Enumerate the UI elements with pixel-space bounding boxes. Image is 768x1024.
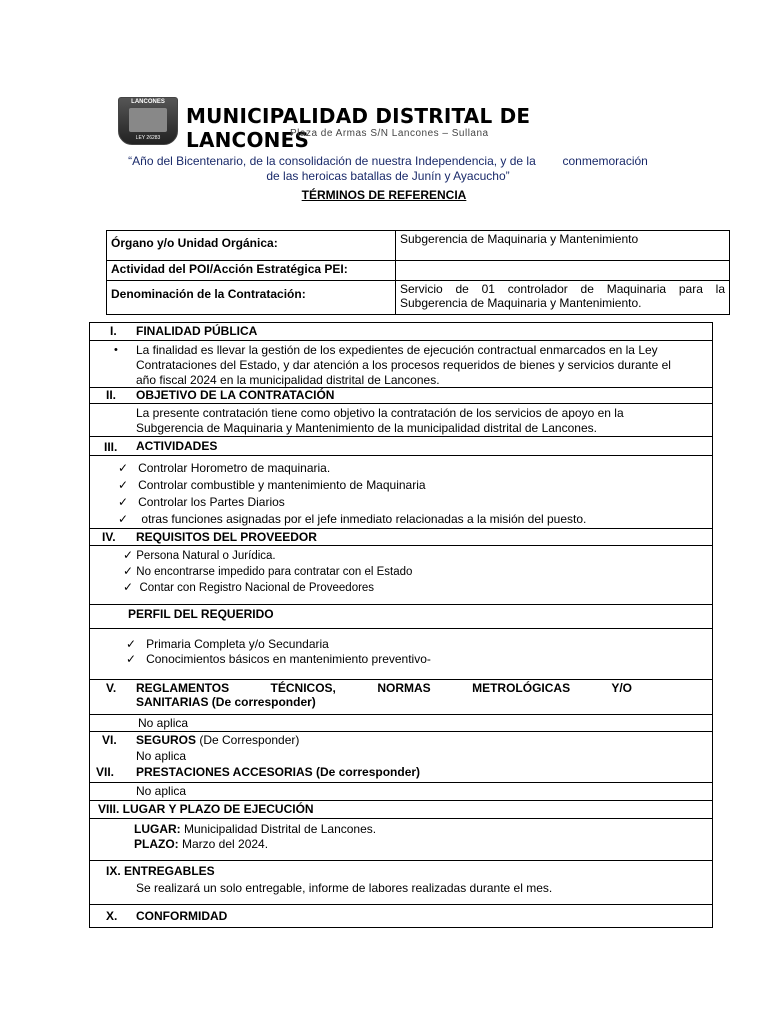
- section-ix-title: IX. ENTREGABLES: [106, 864, 215, 878]
- section-i-text: [136, 343, 671, 388]
- section-v-body: [90, 714, 712, 732]
- section-vi-title-bold: SEGUROS: [136, 733, 197, 747]
- denominacion-value-line1: Servicio de 01 controlador de Maquinaria para la: [400, 282, 725, 296]
- check-icon: ✓: [126, 652, 137, 666]
- section-vii-value: No aplica: [136, 784, 187, 798]
- section-x-number: X.: [106, 909, 118, 923]
- check-icon: ✓: [123, 580, 134, 594]
- section-ix-body: [90, 880, 712, 904]
- plazo-label: PLAZO:: [134, 837, 179, 851]
- requirement-item: ✓ No encontrarse impedido para contratar con el Estado: [123, 564, 413, 578]
- section-v-number: V.: [106, 681, 117, 695]
- section-vi-body: [90, 748, 712, 764]
- section-iv-number: IV.: [102, 530, 116, 544]
- page-title: MUNICIPALIDAD DISTRITAL DE LANCONES: [186, 104, 531, 152]
- section-x-title: CONFORMIDAD: [136, 909, 228, 923]
- perfil-header: [90, 604, 712, 629]
- check-icon: ✓: [123, 548, 134, 562]
- section-vi-title-suffix: (De Corresponder): [196, 733, 300, 747]
- plazo-line: [134, 837, 376, 852]
- lugar-label: LUGAR:: [134, 822, 181, 836]
- section-iv-header: [90, 528, 712, 546]
- section-iii-number: III.: [104, 440, 118, 454]
- section-v-title-line1: REGLAMENTOS TÉCNICOS, NORMAS METROLÓGICAS Y/O: [136, 681, 632, 695]
- logo-text: LANCONES: [131, 99, 165, 105]
- document-title: TÉRMINOS DE REFERENCIA: [301, 188, 467, 202]
- activity-item: ✓ Controlar los Partes Diarios: [118, 495, 285, 509]
- section-v-header: [90, 679, 712, 715]
- activity-item: ✓ Controlar combustible y mantenimiento de Maquinaria: [118, 478, 426, 492]
- year-motto-line2: de las heroicas batallas de Junín y Ayacucho”: [266, 169, 510, 183]
- sections-table: [89, 322, 713, 928]
- section-vi-number: VI.: [102, 733, 117, 747]
- plazo-value: Marzo del 2024.: [178, 837, 269, 851]
- logo-motto: LEY 26283: [135, 135, 161, 141]
- section-iv-body: [90, 545, 712, 605]
- actividad-label: Actividad del POI/Acción Estratégica PEI:: [107, 261, 396, 281]
- lugar-value: Municipalidad Distrital de Lancones.: [180, 822, 377, 836]
- check-icon: ✓: [118, 512, 129, 526]
- section-i-line2: Contrataciones del Estado, y dar atención a los procesos requeridos de bienes y servicios durante el: [136, 358, 671, 372]
- section-ii-title: OBJETIVO DE LA CONTRATACIÓN: [136, 388, 335, 402]
- section-ix-header: [90, 860, 712, 881]
- section-i-header: [90, 323, 712, 340]
- section-vii-header: [90, 764, 712, 782]
- requirement-item: ✓ Contar con Registro Nacional de Proveedores: [123, 580, 375, 594]
- activities-list: [118, 460, 586, 528]
- section-iv-title: REQUISITOS DEL PROVEEDOR: [136, 530, 317, 544]
- section-viii-header: [90, 800, 712, 819]
- perfil-title: PERFIL DEL REQUERIDO: [128, 607, 274, 621]
- section-iii-body: [90, 455, 712, 526]
- perfil-item: ✓ Conocimientos básicos en mantenimiento preventivo-: [126, 652, 431, 666]
- section-ix-value: Se realizará un solo entregable, informe de labores realizadas durante el mes.: [136, 881, 553, 895]
- activity-item: ✓ otras funciones asignadas por el jefe inmediato relacionadas a la misión del puesto.: [118, 512, 587, 526]
- section-iii-header: [90, 436, 712, 456]
- section-v-title-line2: SANITARIAS (De corresponder): [136, 695, 316, 709]
- section-vii-body: [90, 782, 712, 801]
- section-v-value: No aplica: [138, 716, 189, 730]
- section-i-line3: año fiscal 2024 en la municipalidad distrital de Lancones.: [136, 373, 440, 387]
- perfil-item: ✓ Primaria Completa y/o Secundaria: [126, 637, 329, 651]
- municipal-logo: [118, 97, 178, 145]
- section-viii-details: [134, 822, 376, 852]
- address-line: Plaza de Armas S/N Lancones – Sullana: [290, 128, 489, 139]
- section-i-body: [90, 340, 712, 388]
- section-ii-text: [136, 406, 624, 436]
- requirement-item: ✓ Persona Natural o Jurídica.: [123, 548, 276, 562]
- perfil-body: [90, 628, 712, 680]
- denominacion-label: Denominación de la Contratación:: [107, 281, 396, 315]
- organo-label: Órgano y/o Unidad Orgánica:: [107, 231, 396, 261]
- year-motto-line1: “Año del Bicentenario, de la consolidación de nuestra Independencia, y de la: [128, 154, 536, 168]
- year-motto: [108, 154, 668, 184]
- section-ii-header: [90, 387, 712, 404]
- lugar-line: [134, 822, 376, 837]
- section-vii-number: VII.: [96, 765, 115, 779]
- check-icon: ✓: [123, 564, 134, 578]
- denominacion-value-line2: Subgerencia de Maquinaria y Mantenimiento.: [400, 296, 642, 310]
- section-viii-body: [90, 818, 712, 861]
- bullet-icon: •: [114, 344, 118, 356]
- check-icon: ✓: [118, 461, 129, 475]
- section-i-title: FINALIDAD PÚBLICA: [136, 324, 258, 338]
- info-table: [106, 230, 730, 315]
- logo-emblem: [129, 108, 167, 132]
- section-iii-title: ACTIVIDADES: [136, 439, 218, 453]
- section-ii-line1: La presente contratación tiene como objetivo la contratación de los servicios de apoyo en la: [136, 406, 624, 420]
- section-vi-value: No aplica: [136, 749, 187, 763]
- activity-item: ✓ Controlar Horometro de maquinaria.: [118, 461, 331, 475]
- section-ii-number: II.: [106, 388, 117, 402]
- perfil-list: [126, 637, 431, 667]
- section-ii-body: [90, 403, 712, 437]
- section-vi-title: [136, 733, 299, 748]
- section-ii-line2: Subgerencia de Maquinaria y Mantenimiento de la municipalidad distrital de Lancones.: [136, 421, 597, 435]
- section-i-line1: La finalidad es llevar la gestión de los expedientes de ejecución contractual enmarcados en la Ley: [136, 343, 658, 357]
- requirements-list: [123, 548, 412, 596]
- section-x-header: [90, 904, 712, 927]
- check-icon: ✓: [118, 478, 129, 492]
- denominacion-value: [396, 281, 730, 315]
- section-i-number: I.: [110, 324, 117, 338]
- section-vii-title: PRESTACIONES ACCESORIAS (De corresponder): [136, 765, 421, 779]
- year-motto-line1b: conmemoración: [562, 154, 648, 168]
- section-v-title: [136, 681, 632, 710]
- section-vi-header: [90, 731, 712, 749]
- check-icon: ✓: [126, 637, 137, 651]
- actividad-value: [396, 261, 730, 281]
- organo-value: Subgerencia de Maquinaria y Mantenimiento: [396, 231, 730, 261]
- check-icon: ✓: [118, 495, 129, 509]
- section-viii-title: VIII. LUGAR Y PLAZO DE EJECUCIÓN: [98, 802, 314, 816]
